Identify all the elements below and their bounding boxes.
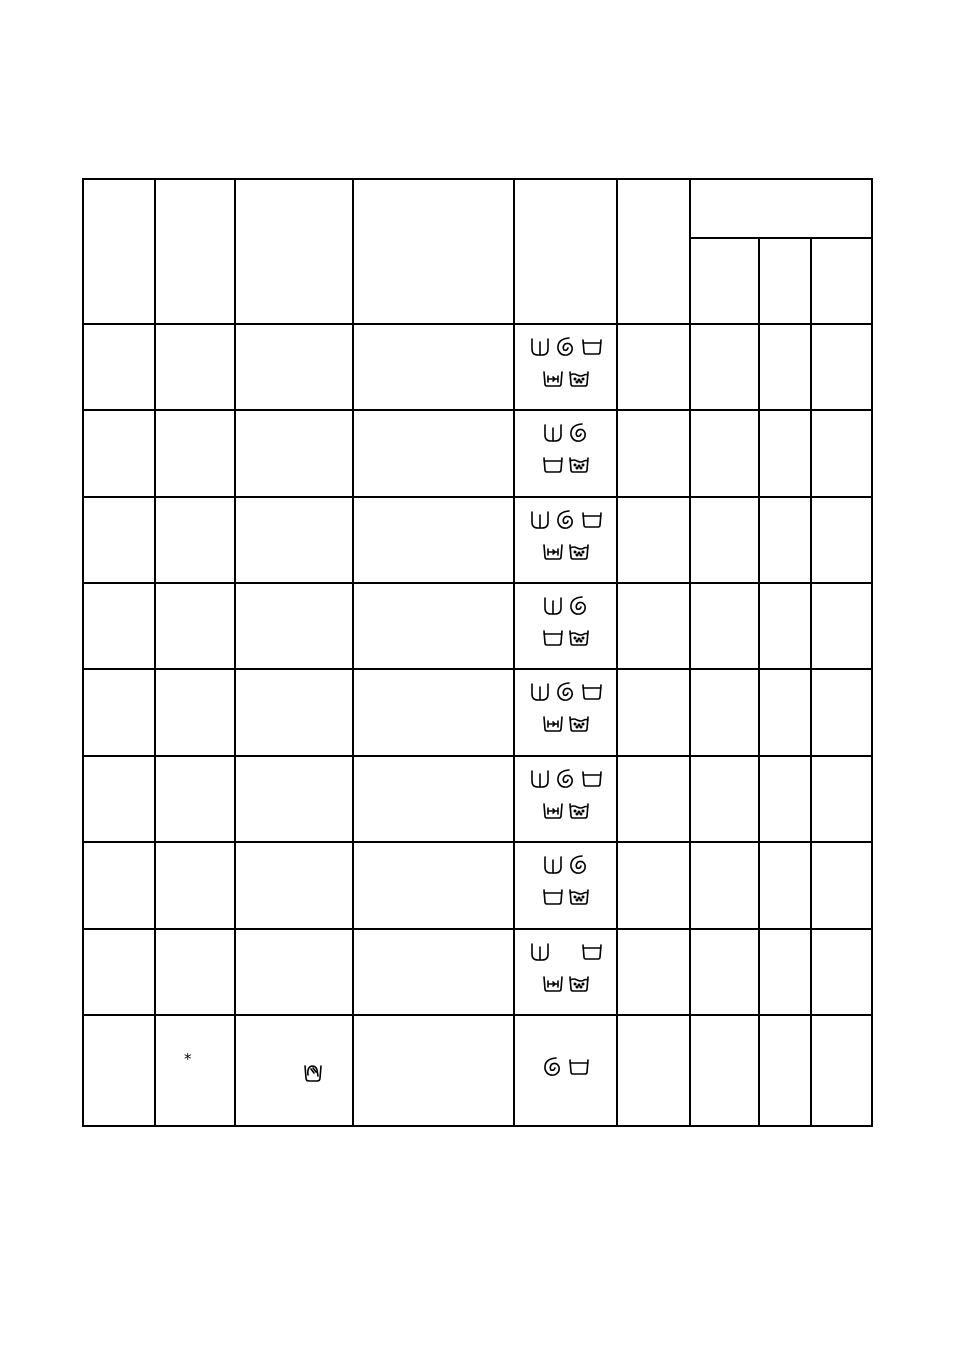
arrow-tub-icon [544, 545, 562, 559]
dotted-tub-icon [570, 631, 588, 645]
u-icon [532, 771, 548, 787]
arrow-tub-icon [544, 372, 562, 386]
spin-icon [558, 683, 572, 700]
spin-icon [545, 1058, 559, 1075]
u-icon [532, 684, 548, 700]
u-icon [545, 598, 561, 614]
tub-icon [570, 1060, 588, 1074]
dotted-tub-icon [570, 717, 588, 731]
tub-icon [544, 890, 562, 904]
tub-icon [544, 631, 562, 645]
tub-icon [583, 945, 601, 959]
spin-icon [558, 770, 572, 787]
tub-icon [583, 685, 601, 699]
dotted-tub-icon [570, 890, 588, 904]
u-icon [545, 857, 561, 873]
tub-icon [544, 458, 562, 472]
dotted-tub-icon [570, 977, 588, 991]
spin-icon [571, 856, 585, 873]
arrow-tub-icon [544, 977, 562, 991]
u-icon [545, 425, 561, 441]
dotted-tub-icon [570, 804, 588, 818]
spin-icon [558, 338, 572, 355]
tub-icon [583, 340, 601, 354]
tub-icon [583, 772, 601, 786]
tub-icon [583, 513, 601, 527]
arrow-tub-icon [544, 804, 562, 818]
dotted-tub-icon [570, 458, 588, 472]
arrow-tub-icon [544, 717, 562, 731]
dotted-tub-icon [570, 545, 588, 559]
asterisk-mark: * [184, 1050, 192, 1068]
table-grid-lines [83, 179, 872, 1126]
spin-icon [558, 511, 572, 528]
u-icon [532, 512, 548, 528]
spin-icon [571, 597, 585, 614]
u-icon [532, 944, 548, 960]
spin-icon [571, 424, 585, 441]
hand-wash-icon [305, 1066, 321, 1081]
dotted-tub-icon [570, 372, 588, 386]
u-icon [532, 339, 548, 355]
